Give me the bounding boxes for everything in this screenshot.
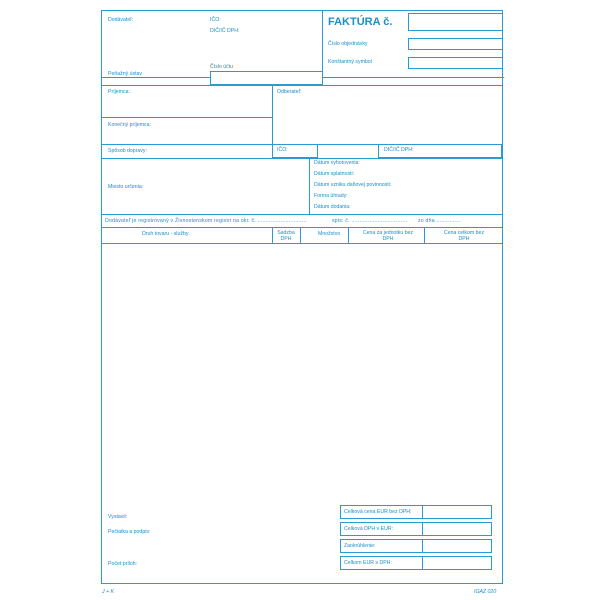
divider (102, 85, 502, 86)
attachments-label: Počet príloh: (108, 561, 138, 567)
divider (102, 158, 502, 159)
final-recipient-label: Konečný príjemca: (108, 122, 151, 128)
issued-by-label: Vystavil: (108, 514, 128, 520)
rounding-label: Zaokrúhlenie: (344, 543, 376, 549)
parties-divider (272, 85, 273, 151)
invoice-title: FAKTÚRA č. (328, 16, 393, 28)
divider (102, 214, 502, 215)
divider (348, 227, 349, 243)
total-excl-vat-label: Celková cena EUR bez DPH: (344, 509, 412, 515)
col-quantity-header: Množstvo (318, 231, 341, 237)
divider (102, 117, 272, 118)
order-number-field[interactable] (408, 38, 503, 50)
invoice-number-field[interactable] (408, 13, 503, 31)
recipient-label: Príjemca: (108, 89, 130, 95)
total-excl-vat-field[interactable] (422, 505, 492, 519)
ico-label: IČO: (210, 17, 221, 23)
transport-label: Spôsob dopravy: (108, 148, 147, 154)
header-divider (322, 11, 323, 77)
col-goods-header: Druh tovaru - služby (142, 231, 189, 237)
total-incl-vat-label: Celkom EUR s DPH: (344, 560, 392, 566)
registry-date: zo dňa ............... (418, 218, 462, 224)
items-area[interactable] (102, 244, 502, 501)
publisher-code: J + K (102, 589, 114, 595)
divider (102, 227, 502, 228)
constant-symbol-field[interactable] (408, 57, 503, 69)
form-code: IGAZ 020 (474, 589, 497, 595)
customer-label: Odberateľ: (277, 89, 302, 95)
stamp-signature-label: Pečiatka a podpis: (108, 529, 151, 535)
divider (102, 77, 210, 78)
account-number-field[interactable] (210, 71, 323, 85)
dates-divider (309, 158, 310, 214)
col-unit-price-header: Cena za jednotku bez DPH (362, 230, 414, 242)
tax-date-label: Dátum vzniku daňovej povinnosti: (314, 182, 392, 188)
dic-dph-label: DIČ/IČ DPH: (210, 28, 240, 34)
divider (322, 77, 504, 78)
issue-date-label: Dátum vyhotovenia: (314, 160, 360, 166)
account-number-label: Číslo účtu (210, 64, 234, 70)
col-vat-rate-header: Sadzba DPH (277, 230, 295, 242)
customer-ico-field[interactable] (272, 144, 318, 158)
supplier-label: Dodávateľ: (108, 17, 134, 23)
total-vat-field[interactable] (422, 522, 492, 536)
total-vat-label: Celková DPH v EUR: (344, 526, 394, 532)
bank-label: Peňažný ústav (108, 71, 143, 77)
customer-dic-label: DIČ/IČ DPH: (384, 147, 414, 153)
order-number-label: Číslo objednávky (328, 41, 368, 47)
customer-ico-label: IČO: (277, 147, 288, 153)
delivery-date-label: Dátum dodania: (314, 204, 351, 210)
constant-symbol-label: Konštantný symbol (328, 59, 372, 65)
invoice-form (101, 10, 503, 584)
payment-form-label: Forma úhrady: (314, 193, 348, 199)
total-incl-vat-field[interactable] (422, 556, 492, 570)
col-total-header: Cena celkom bez DPH (443, 230, 485, 242)
divider (300, 227, 301, 243)
due-date-label: Dátum splatnosti: (314, 171, 355, 177)
registry-spis: spis. č. .................................. (332, 218, 408, 224)
destination-label: Miesto určenia: (108, 184, 144, 190)
divider (424, 227, 425, 243)
divider (272, 227, 273, 243)
registry-text: Dodávateľ je registrovaný v Živnostenskom registri na okr. č. .............................. (105, 218, 307, 224)
rounding-field[interactable] (422, 539, 492, 553)
